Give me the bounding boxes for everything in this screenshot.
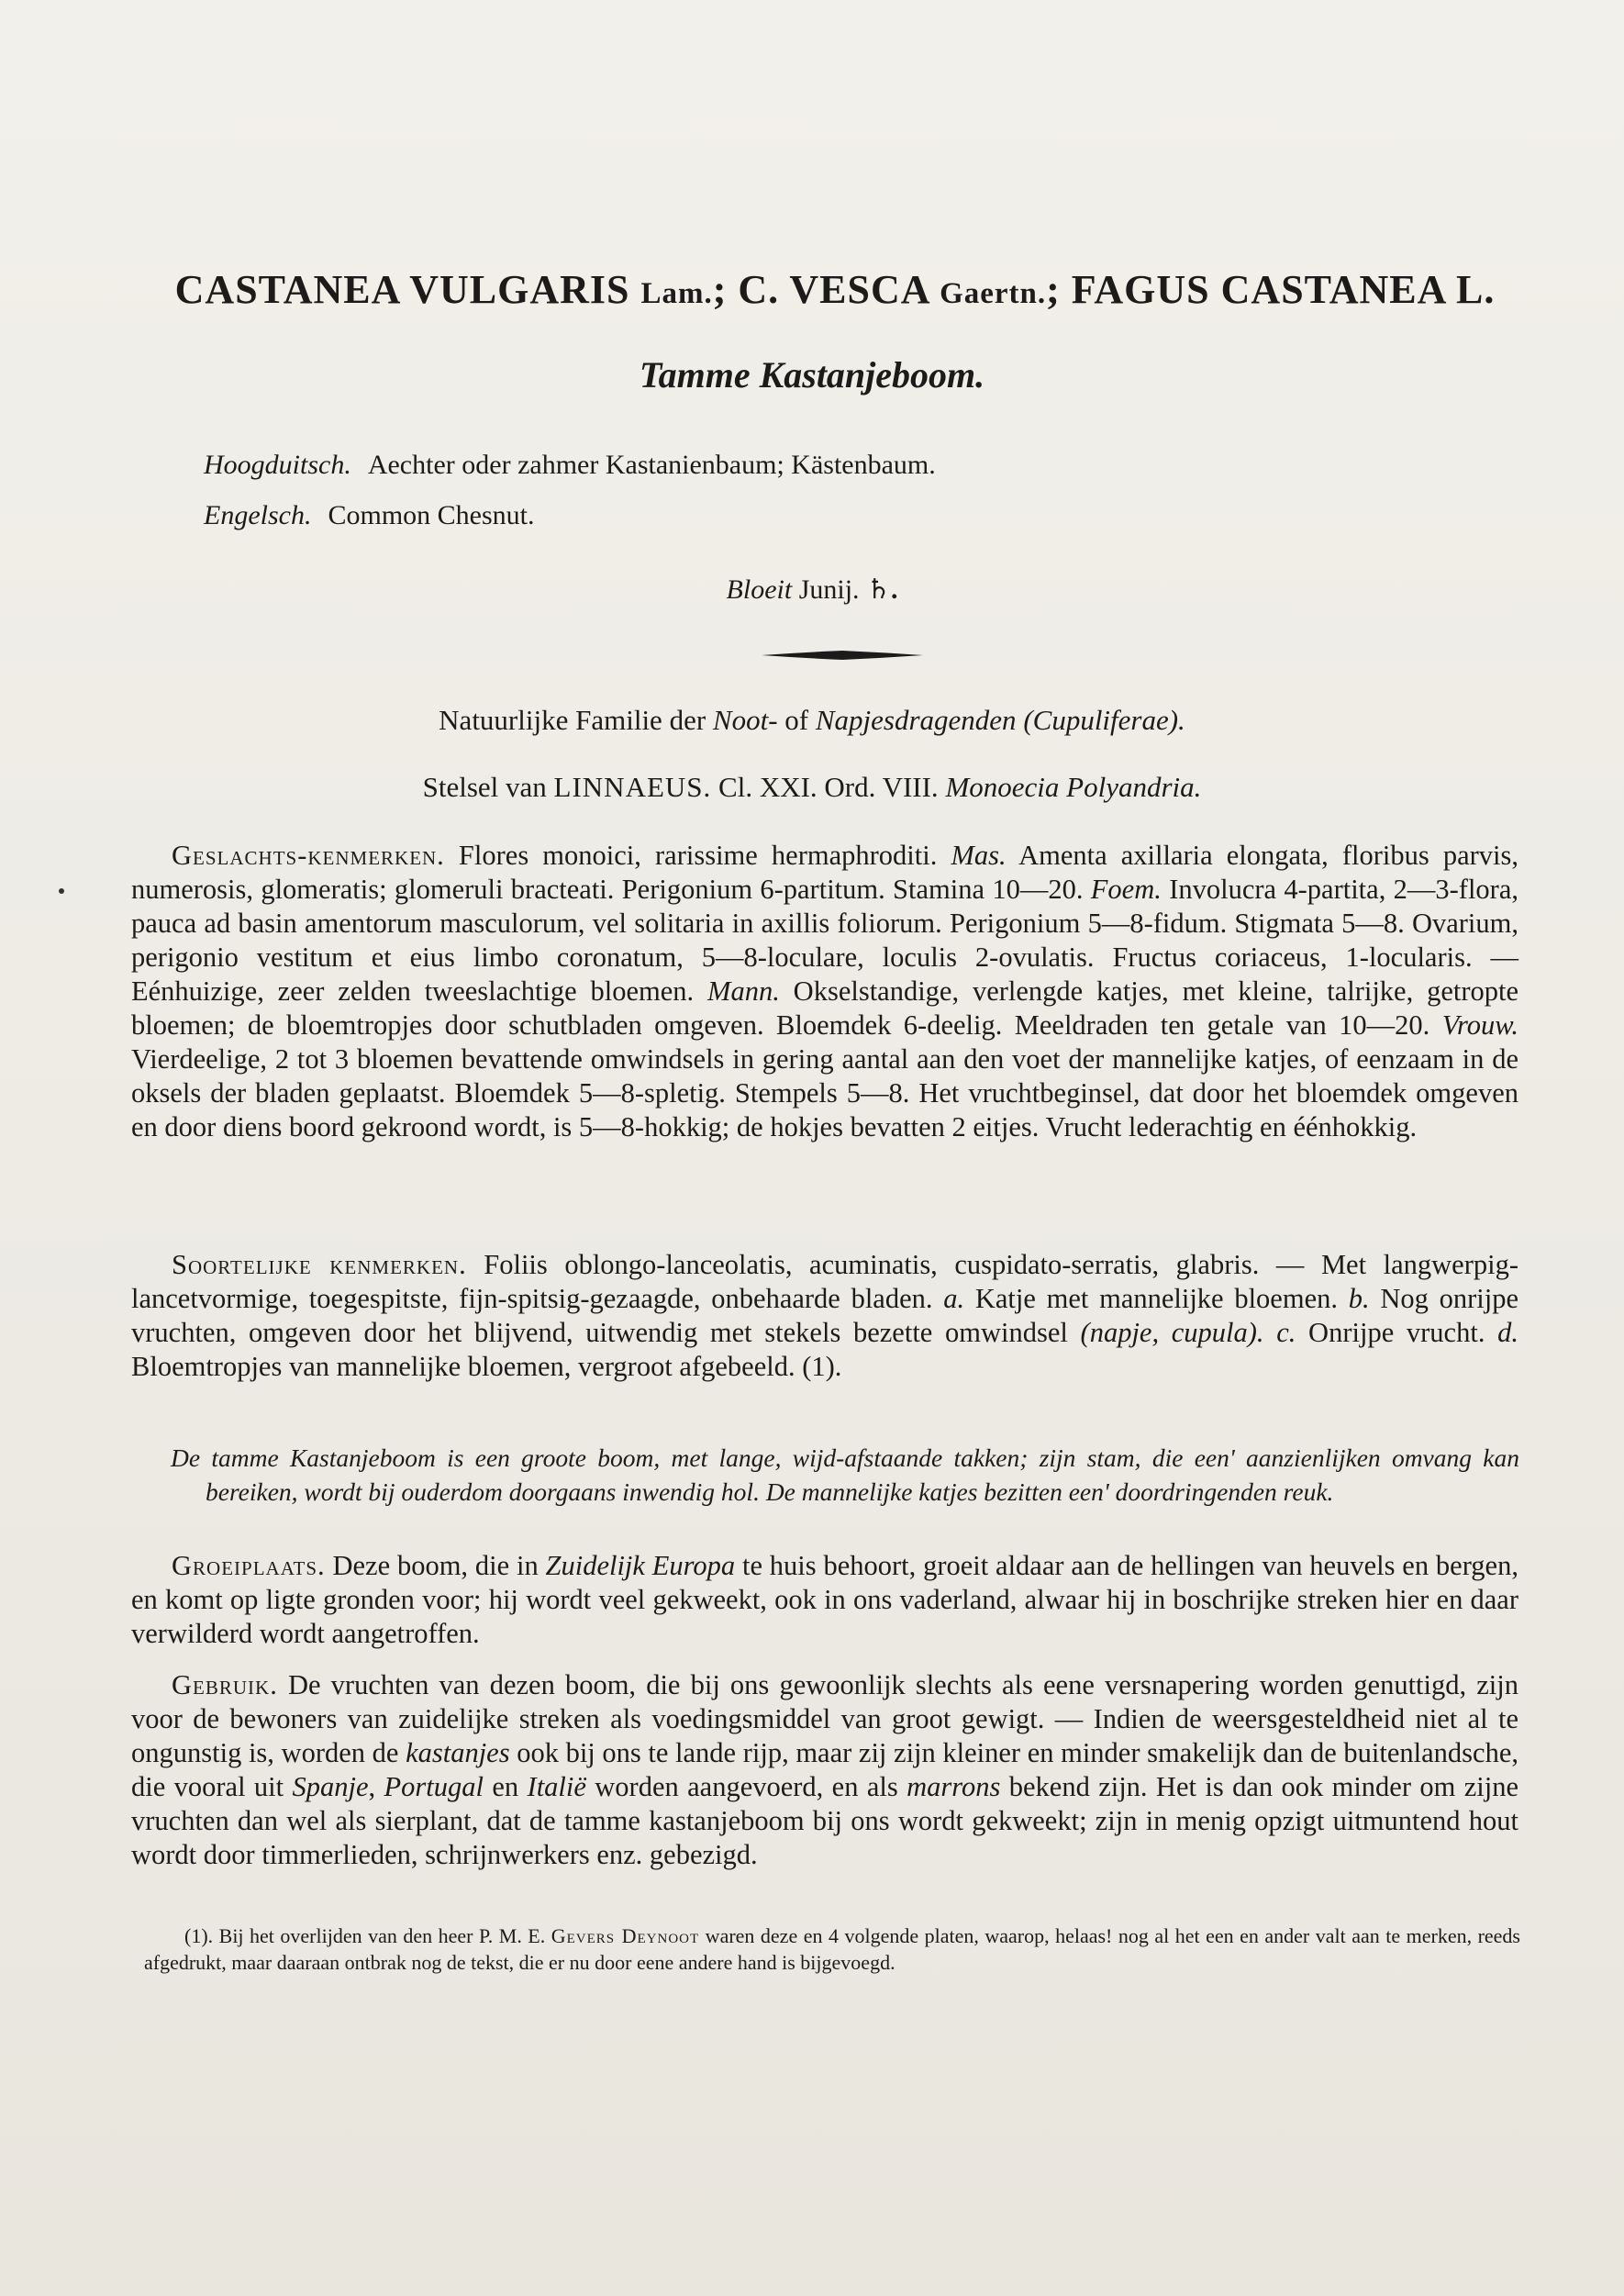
section-heading: Soortelijke kenmerken. xyxy=(172,1249,467,1280)
text-run: Involucra 4-partita, 2—3-flora, pauca ad basin amentorum masculorum, vel solitaria in axillis foliorum. Perigonium 5—8-fidum. Stigmata 5—8. Ovarium, perigonio vestitum et eius limbo coronatum, 5—8-loculare, loculis 2-ovulatis. Fructus coriaceus, 1-locularis. — Eénhuizige, zeer zelden tweeslachtige bloemen. xyxy=(131,874,1518,1007)
term-kastanjes: kastanjes xyxy=(406,1737,510,1768)
class-order: Cl. XXI. Ord. VIII. xyxy=(711,771,946,803)
text-run: te huis behoort, groeit aldaar aan de hellingen van heuvels en bergen, en komt op ligte gronden voor; hij wordt veel gekweekt, ook in ons vaderland, alwaar hij in boschrijke streken hier en daar verwilderd wordt aangetroffen. xyxy=(131,1550,1518,1649)
species-characters xyxy=(131,1248,1518,1384)
text-run: Katje met mannelijke bloemen. xyxy=(964,1283,1349,1314)
place-name: Spanje xyxy=(292,1771,369,1802)
place-name: Portugal xyxy=(384,1771,484,1802)
species-title xyxy=(156,266,1514,313)
tree-symbol-icon: ♄. xyxy=(866,574,898,605)
term-vrouw: Vrouw. xyxy=(1441,1009,1518,1041)
figure-ref: d. xyxy=(1497,1317,1518,1348)
genus-characters xyxy=(131,839,1518,1144)
common-name: Tamme Kastanjeboom. xyxy=(639,354,985,396)
family-name-2: Napjesdragenden xyxy=(815,704,1017,736)
vernacular-german xyxy=(204,450,936,481)
tree-description: De tamme Kastanjeboom is een groote boom, met lange, wijd-afstaande takken; zijn stam, die een' aanzienlijken omvang kan bereiken, wordt bij ouderdom doorgaans inwendig hol. De mannelijke katjes bezitten een' doordringenden reuk. xyxy=(171,1443,1519,1506)
text-run: waren deze en 4 volgende platen, waarop, helaas! nog al het een en ander valt aan te merken, reeds afgedrukt, maar daaraan ontbrak nog de tekst, die er nu door eene andere hand is bijgevoegd. xyxy=(144,1924,1520,1974)
term-marrons: marrons xyxy=(907,1771,1001,1802)
flowering-line xyxy=(0,574,1624,606)
text-run: ook bij ons te lande rijp, maar zij zijn kleiner en minder smakelijk dan de buitenlandsche, die vooral uit xyxy=(131,1737,1518,1802)
flowering-month: Junij. xyxy=(798,574,860,605)
section-heading: Groeiplaats. xyxy=(172,1550,326,1581)
ornamental-divider xyxy=(762,650,923,661)
text-run: worden aangevoerd, en als xyxy=(585,1771,907,1802)
text-run: Foliis oblongo-lanceolatis, acuminatis, cuspidato-serratis, glabris. — Met langwerpig-lancetvormige, toegespitste, fijn-spitsig-gezaagde, onbehaarde bladen. xyxy=(131,1249,1518,1314)
text-run: (1). Bij het overlijden van den heer P. M. E. xyxy=(184,1924,551,1947)
person-name: Gevers Deynoot xyxy=(551,1924,700,1947)
title-part-1: CASTANEA VULGARIS xyxy=(174,267,641,312)
text-run: Bloemtropjes van mannelijke bloemen, vergroot afgebeeld. (1). xyxy=(131,1351,842,1382)
family-of: of xyxy=(777,704,816,736)
text-run: Amenta axillaria elongata, floribus parvis, numerosis, glomeratis; glomeruli bracteati. Perigonium 6-partitum. Stamina 10—20. xyxy=(131,840,1518,905)
figure-ref: a. xyxy=(943,1283,965,1314)
family-name-1: Noot- xyxy=(712,704,778,736)
vernacular-names: Common Chesnut. xyxy=(328,500,535,530)
habitat xyxy=(131,1549,1518,1651)
linnaeus-system-line xyxy=(0,771,1624,804)
footnote xyxy=(144,1923,1520,1976)
linnaeus-name: LINNAEUS. xyxy=(553,771,712,803)
title-part-3: ; FAGUS CASTANEA L. xyxy=(1046,267,1496,312)
term-mas: Mas. xyxy=(951,840,1007,871)
place-name: Zuidelijk Europa xyxy=(545,1550,736,1581)
text-run: , xyxy=(368,1771,384,1802)
term-foem: Foem. xyxy=(1090,874,1162,905)
text-run: Onrijpe vrucht. xyxy=(1296,1317,1498,1348)
term-mann: Mann. xyxy=(707,975,780,1007)
vernacular-english xyxy=(204,500,534,531)
vernacular-names: Aechter oder zahmer Kastanienbaum; Kästenbaum. xyxy=(367,450,936,480)
text-run: Flores monoici, rarissime hermaphroditi. xyxy=(444,840,951,871)
text-run: Okselstandige, verlengde katjes, met kleine, talrijke, getropte bloemen; de bloemtropjes door schutbladen omgeven. Bloemdek 6-deelig. Meeldraden ten getale van 10—20. xyxy=(131,975,1518,1041)
figure-ref: c. xyxy=(1263,1317,1296,1348)
author-lam: Lam. xyxy=(640,277,713,310)
family-latin: (Cupuliferae). xyxy=(1023,704,1185,736)
family-line xyxy=(0,704,1624,737)
family-prefix: Natuurlijke Familie der xyxy=(439,704,713,736)
text-run: Nog onrijpe vruchten, omgeven door het blijvend, uitwendig met stekels bezette omwindsel xyxy=(131,1283,1518,1348)
author-gaertn: Gaertn. xyxy=(940,277,1047,310)
text-run: en xyxy=(483,1771,528,1802)
text-run: De vruchten van dezen boom, die bij ons gewoonlijk slechts als eene versnapering worden genuttigd, zijn voor de bewoners van zuidelijke streken als voedingsmiddel van groot gewigt. — Indien de weersgesteldheid niet al te ongunstig is, worden de xyxy=(131,1669,1518,1768)
title-part-2: ; C. VESCA xyxy=(712,267,940,312)
text-run: bekend zijn. Het is dan ook minder om zijne vruchten dan wel als sierplant, dat de tamme kastanjeboom bij ons wordt gekweekt; zijn in menig opzigt uitmuntend hout wordt door timmerlieden, schrijnwerkers enz. gebezigd. xyxy=(131,1771,1518,1870)
margin-speck xyxy=(59,888,64,894)
system-name: Monoecia Polyandria. xyxy=(945,771,1202,803)
text-run: Vierdeelige, 2 tot 3 bloemen bevattende omwindsels in gering aantal aan den voet der mannelijke katjes, of eenzaam in de oksels der bladen geplaatst. Bloemdek 5—8-spletig. Stempels 5—8. Het vruchtbeginsel, dat door het bloemdek omgeven en door diens boord gekroond wordt, is 5—8-hokkig; de hokjes bevatten 2 eitjes. Vrucht lederachtig en éénhokkig. xyxy=(131,1043,1518,1142)
usage xyxy=(131,1668,1518,1872)
figure-ref: b. xyxy=(1348,1283,1370,1314)
place-name: Italië xyxy=(527,1771,586,1802)
vernacular-lang: Hoogduitsch. xyxy=(204,450,351,480)
vernacular-lang: Engelsch. xyxy=(204,500,312,530)
text-run: Deze boom, die in xyxy=(325,1550,546,1581)
flowering-label: Bloeit xyxy=(726,574,793,605)
section-heading: Gebruik. xyxy=(172,1669,278,1700)
stelsel-prefix: Stelsel van xyxy=(422,771,554,803)
section-heading: Geslachts-kenmerken. xyxy=(172,840,445,871)
term-napje: (napje, cupula). xyxy=(1080,1317,1264,1348)
